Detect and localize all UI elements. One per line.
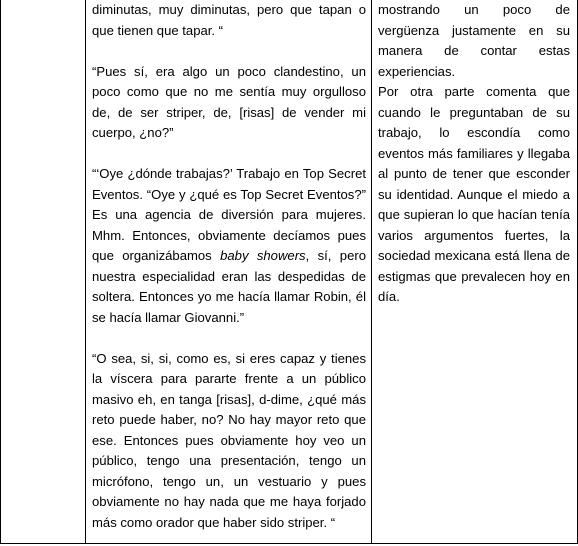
transcript-italic-text: baby showers [220, 248, 306, 263]
table-column-divider-1 [85, 0, 86, 543]
table-column-divider-2 [371, 0, 372, 543]
analysis-paragraph: Por otra parte comenta que cuando le preguntaban de su trabajo, lo escondía como eventos más familiares y llegaba al punto de tener que esconder su identidad. Aunque el miedo a que supieran lo que hacían tenía varios argumentos fuertes, la sociedad mexicana está llena de estigmas que prevalecen hoy en día. [378, 84, 570, 304]
table-border-bottom [0, 543, 578, 544]
table-cell-transcript [92, 0, 366, 533]
transcript-paragraph: “Pues sí, era algo un poco clandestino, un poco como que no me sentía muy orgulloso de, de ser striper, de, [risas] de vender mi cuerpo, ¿no?” [92, 63, 366, 140]
analysis-paragraph: mostrando un poco de vergüenza justamente en su manera de contar estas experiencias. [378, 2, 570, 79]
transcript-text: “‘Oye ¿dónde trabajas?’ Trabajo en Top Secret Eventos. “Oye y ¿qué es Top Secret Eventos?” Es una agencia de diversión para mujeres. Mhm. Entonces, obviamente decíamos pues que organizábamos [92, 166, 366, 263]
transcript-paragraph: “O sea, si, si, como es, si eres capaz y tienes la víscera para pararte frente a un público masivo eh, en tanga [risas], d-dime, ¿qué más reto puede haber, no? No hay mayor reto que ese. Entonces pues obviamente hoy veo un público, tengo una presentación, tengo un micrófono, tengo un, un vestuario y pues obviamente no hay nada que me haya forjado más como orador que haber sido striper. “ [92, 350, 366, 530]
transcript-paragraph: diminutas, muy diminutas, pero que tapan o que tienen que tapar. “ [92, 2, 366, 38]
table-border-left [0, 0, 1, 543]
transcript-paragraph [92, 164, 366, 328]
transcript-text: , sí, pero nuestra especialidad eran las despedidas de soltera. Entonces yo me hacía llamar Robin, él se hacía llamar Giovanni.” [92, 248, 366, 325]
table-cell-analysis [378, 0, 570, 308]
